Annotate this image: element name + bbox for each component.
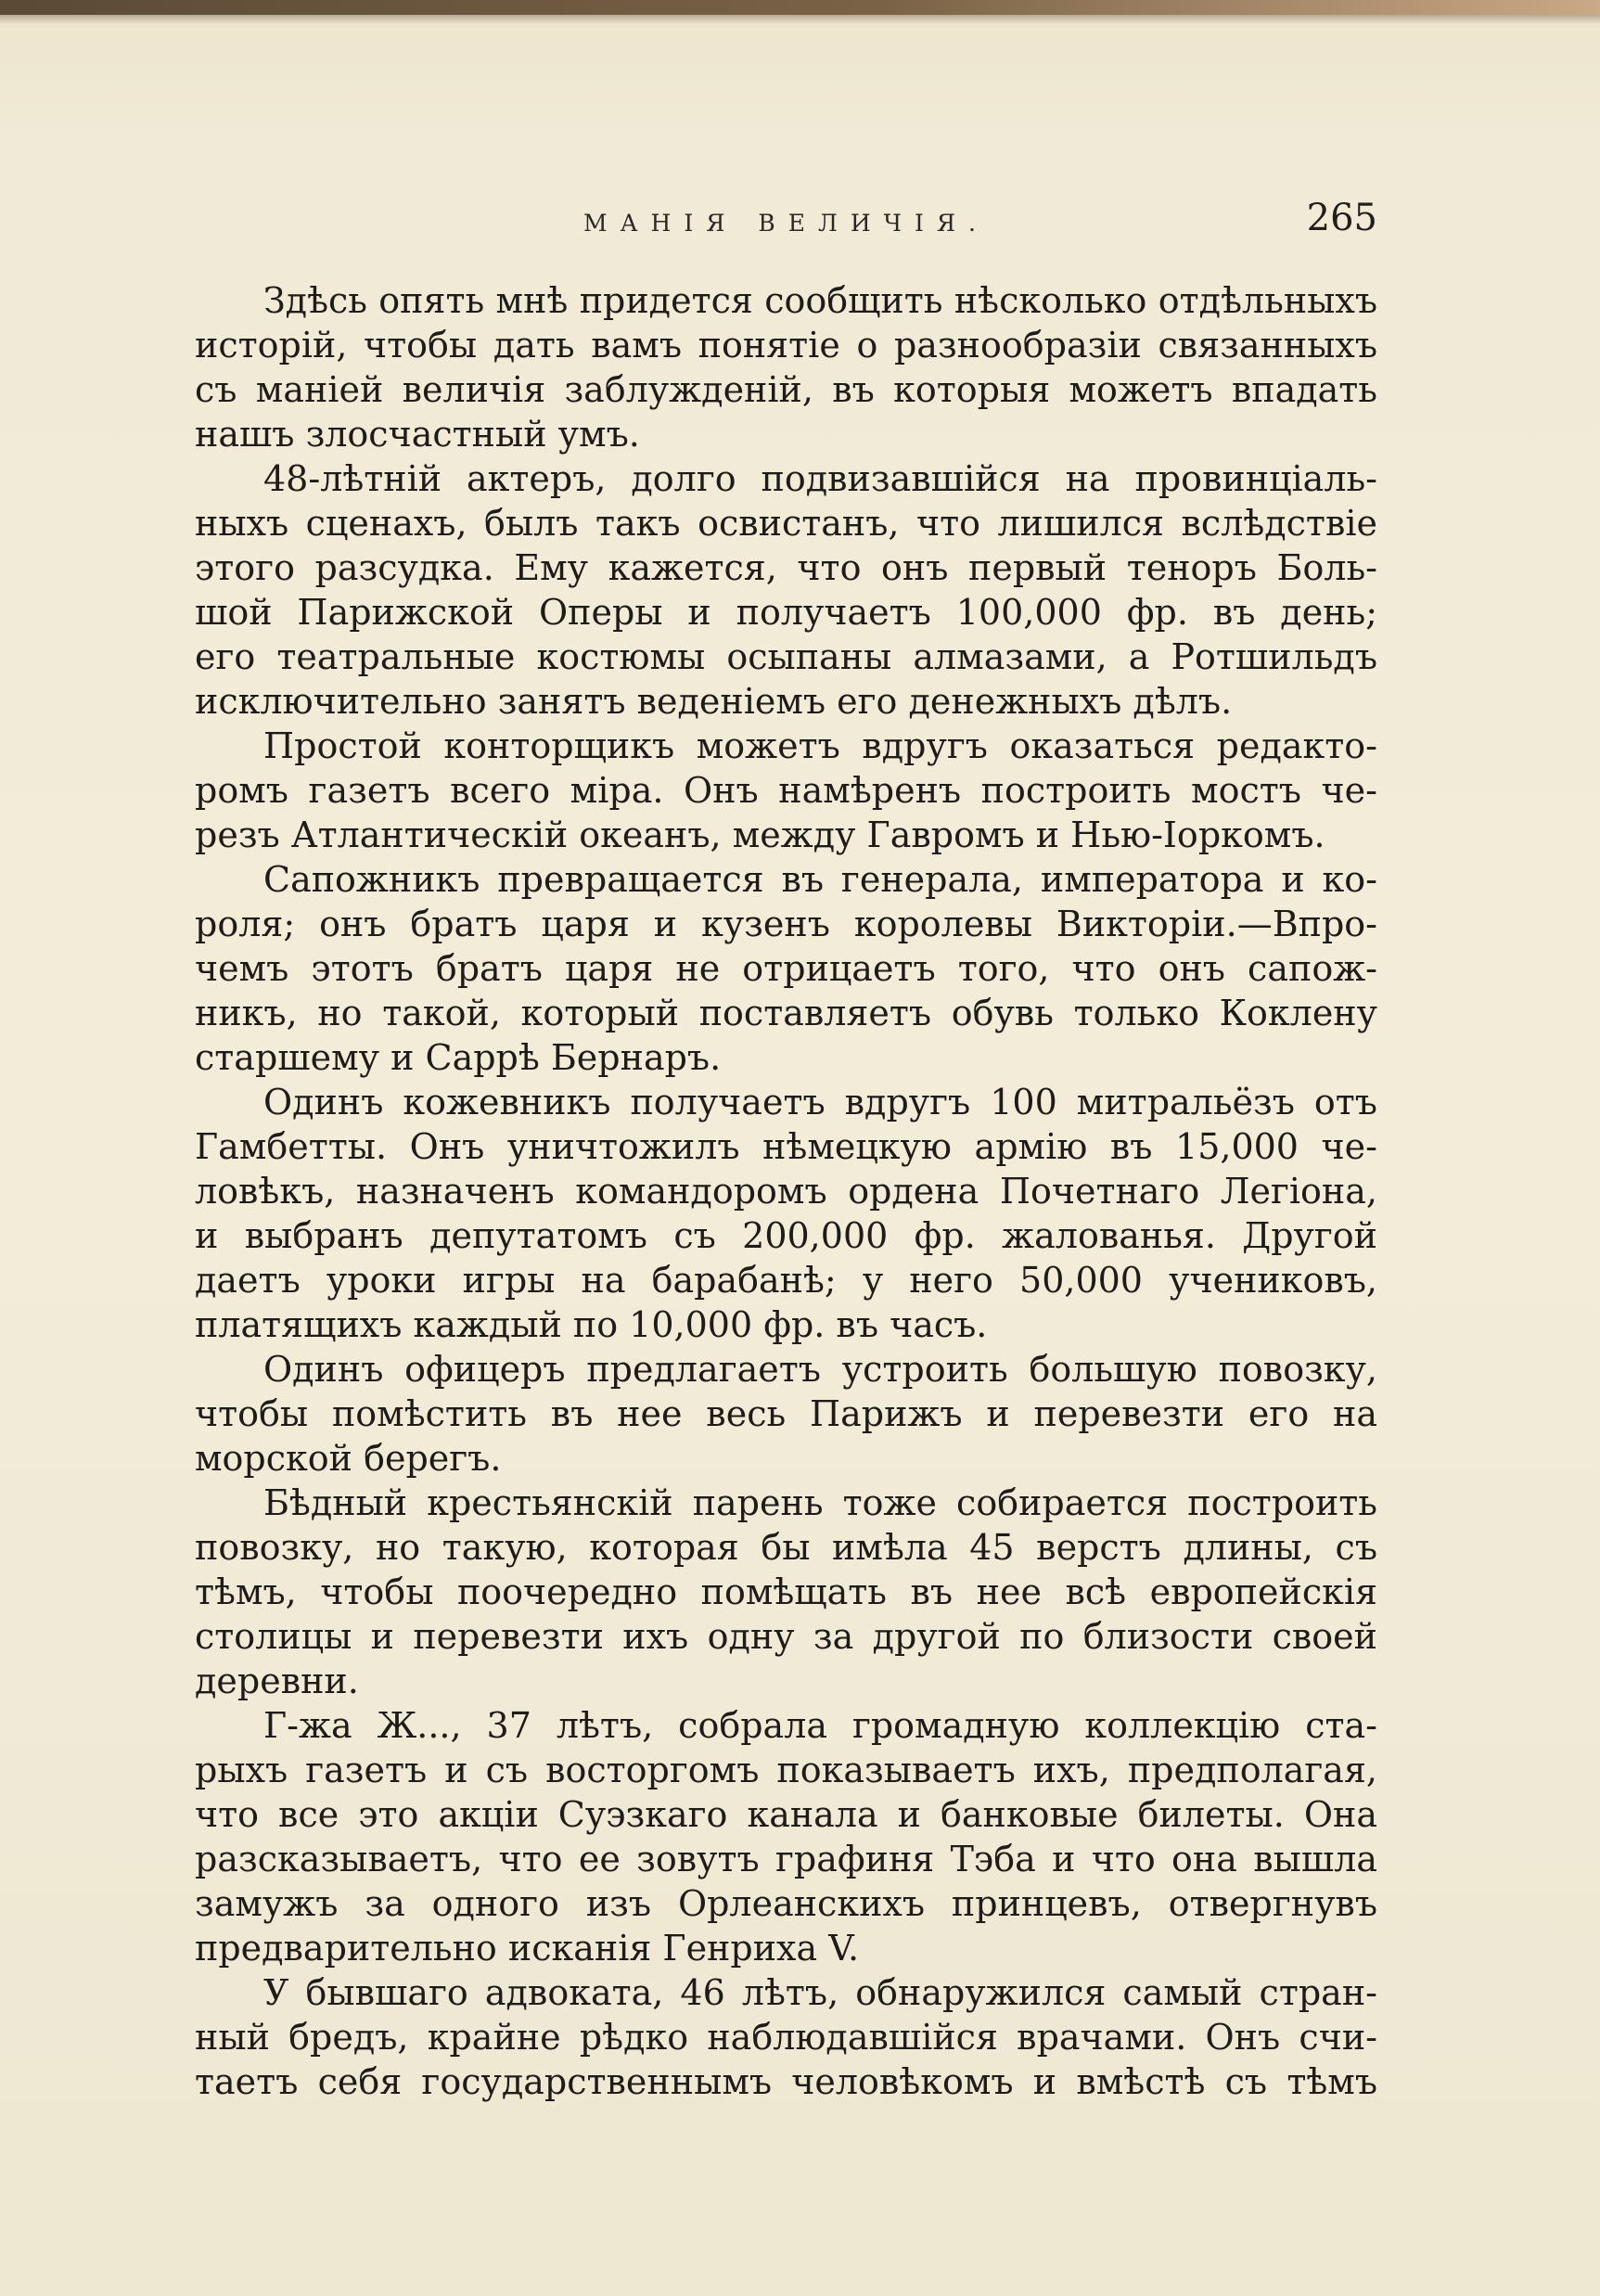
text-line: таетъ себя государственнымъ человѣкомъ и вмѣстѣ съ тѣмъ [195,2061,1377,2102]
text-line: столицы и перевезти ихъ одну за другой по близости своей [195,1616,1377,1657]
text-line: ловѣкъ, назначенъ командоромъ ордена Почетнаго Легіона, [195,1171,1377,1212]
paragraph [195,1703,1377,1970]
paragraph [195,1970,1377,2104]
paragraph [195,1080,1377,1347]
text-line: Бѣдный крестьянскій парень тоже собирается построить [263,1482,1377,1523]
text-line: замужъ за одного изъ Орлеанскихъ принцевъ, отвергнувъ [195,1883,1377,1924]
paragraph [195,1481,1377,1703]
page-header [195,197,1377,252]
paragraph [195,456,1377,724]
text-line: тѣмъ, чтобы поочередно помѣщать въ нее всѣ европейскія [195,1571,1377,1612]
paragraph [195,724,1377,857]
text-line: разсказываетъ, что ее зовутъ графиня Тэба и что она вышла [195,1839,1377,1879]
text-line: Сапожникъ превращается въ генерала, императора и ко- [263,859,1377,900]
text-line: его театральные костюмы осыпаны алмазами, а Ротшильдъ [195,636,1377,677]
page-top-shadow [0,15,1600,24]
text-line: морской берегъ. [195,1438,502,1479]
text-line: и выбранъ депутатомъ съ 200,000 фр. жалованья. Другой [195,1215,1377,1256]
body-text [195,278,1377,2104]
text-line: платящихъ каждый по 10,000 фр. въ часъ. [195,1304,988,1345]
text-line: этого разсудка. Ему кажется, что онъ первый теноръ Боль- [195,547,1377,588]
paragraph [195,278,1377,456]
text-line: ныхъ сценахъ, былъ такъ освистанъ, что лишился вслѣдствіе [195,503,1377,544]
text-line: повозку, но такую, которая бы имѣла 45 верстъ длины, съ [195,1527,1377,1568]
paragraph [195,857,1377,1080]
text-line: старшему и Саррѣ Бернаръ. [195,1037,722,1078]
page-number: 265 [1306,197,1377,239]
text-line: 48-лѣтній актеръ, долго подвизавшійся на провинціаль- [263,458,1377,499]
text-line: чтобы помѣстить въ нее весь Парижъ и перевезти его на [195,1393,1377,1434]
text-line: исторій, чтобы дать вамъ понятіе о разнообразіи связанныхъ [195,325,1377,366]
page-top-edge [0,0,1600,15]
text-line: Г-жа Ж..., 37 лѣтъ, собрала громадную коллекцію ста- [263,1705,1377,1746]
text-line: шой Парижской Оперы и получаетъ 100,000 фр. въ день; [195,592,1377,633]
text-line: чемъ этотъ братъ царя не отрицаетъ того, что онъ сапож- [195,948,1377,989]
text-line: Одинъ кожевникъ получаетъ вдругъ 100 митральёзъ отъ [263,1082,1377,1122]
text-line: ромъ газетъ всего міра. Онъ намѣренъ построить мостъ че- [195,770,1377,811]
text-line: съ маніей величія заблужденій, въ которыя можетъ впадать [195,369,1377,410]
text-line: нашъ злосчастный умъ. [195,414,640,455]
text-line: деревни. [195,1661,359,1701]
text-line: ный бредъ, крайне рѣдко наблюдавшійся врачами. Онъ счи- [195,2017,1377,2058]
text-line: роля; онъ братъ царя и кузенъ королевы Викторіи.—Впро- [195,904,1377,944]
text-line: У бывшаго адвоката, 46 лѣтъ, обнаружился самый стран- [263,1972,1377,2013]
paragraph [195,1347,1377,1481]
text-line: Простой конторщикъ можетъ вдругъ оказаться редакто- [263,725,1377,766]
text-line: что все это акціи Суэзкаго канала и банковые билеты. Она [195,1794,1377,1835]
text-line: Гамбетты. Онъ уничтожилъ нѣмецкую армію въ 15,000 че- [195,1126,1377,1167]
text-line: никъ, но такой, который поставляетъ обувь только Коклену [195,993,1377,1033]
text-line: резъ Атлантическій океанъ, между Гавромъ и Нью-Іоркомъ. [195,815,1325,855]
text-line: Одинъ офицеръ предлагаетъ устроить большую повозку, [263,1349,1377,1390]
text-line: даетъ уроки игры на барабанѣ; у него 50,000 учениковъ, [195,1260,1377,1301]
running-title: МАНІЯ ВЕЛИЧІЯ. [583,210,989,237]
text-line: Здѣсь опять мнѣ придется сообщить нѣсколько отдѣльныхъ [263,280,1377,321]
text-line: рыхъ газетъ и съ восторгомъ показываетъ ихъ, предполагая, [195,1750,1377,1790]
text-line: исключительно занятъ веденіемъ его денежныхъ дѣлъ. [195,681,1233,722]
text-line: предварительно исканія Генриха V. [195,1928,860,1969]
